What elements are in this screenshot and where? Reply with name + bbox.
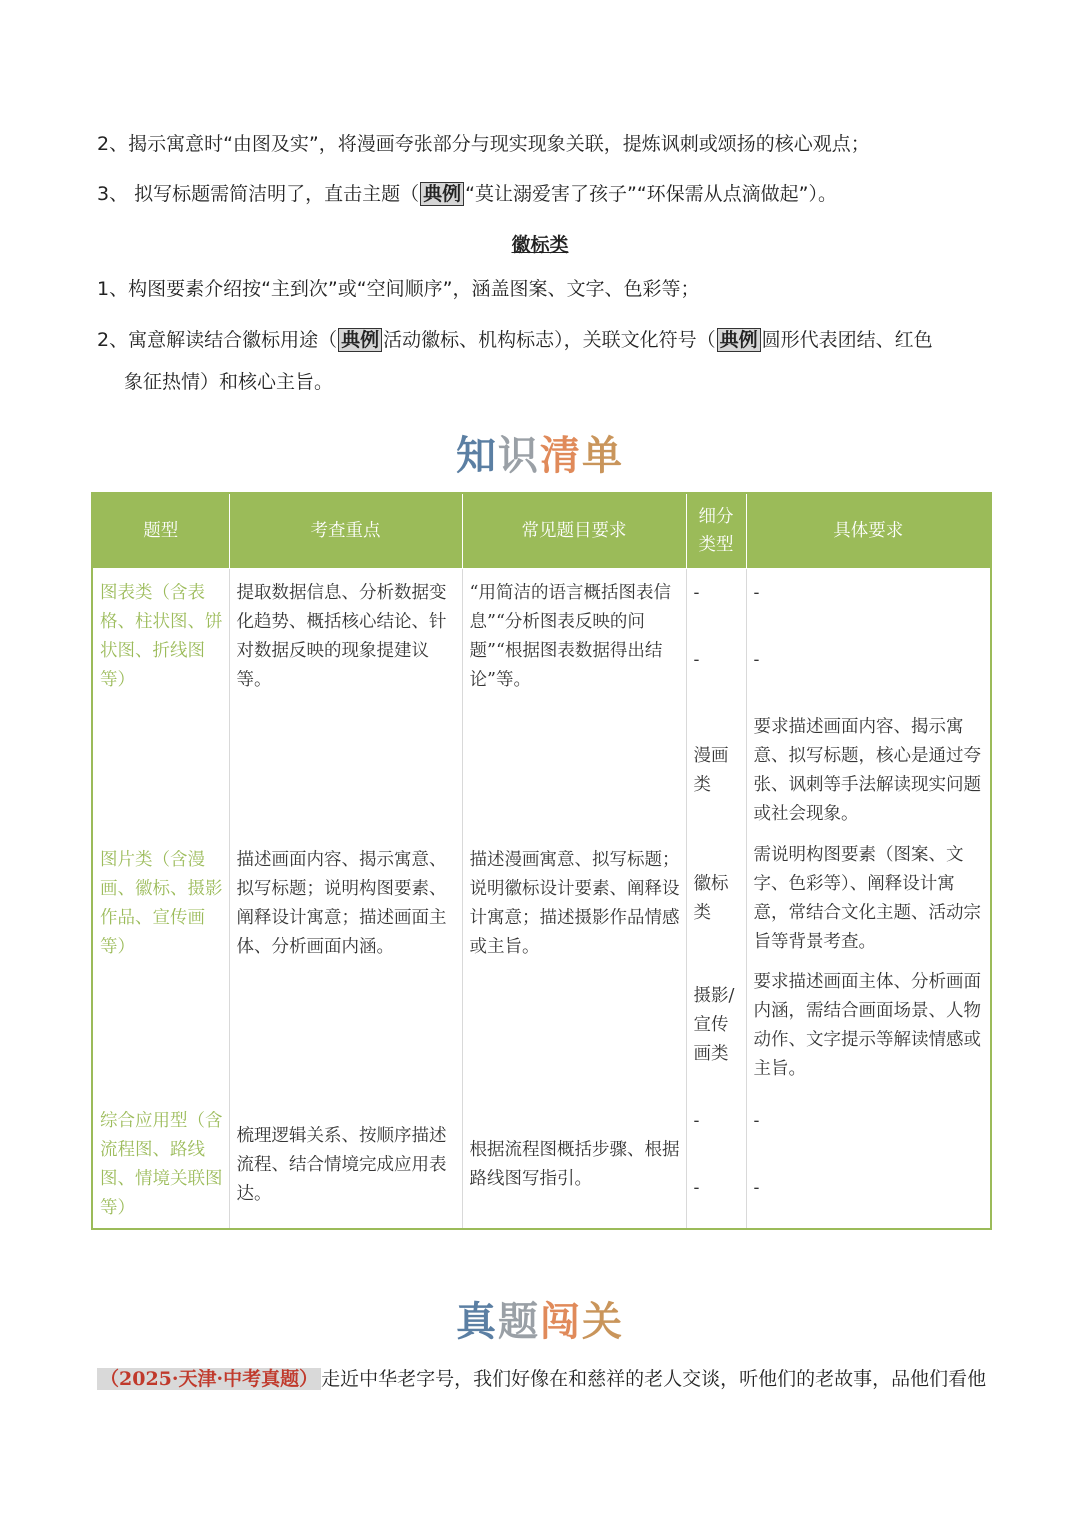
header-requirement: 常见题目要求	[462, 493, 686, 569]
exam-text: 走近中华老字号，我们好像在和慈祥的老人交谈，听他们的老故事，品他们看他	[321, 1368, 987, 1390]
row-requirement: 根据流程图概括步骤、根据路线图写指引。	[462, 1103, 686, 1229]
header-subtype: 细分类型	[686, 493, 746, 569]
subtype-dash: -	[693, 1177, 700, 1198]
row-detail-cell	[746, 1103, 991, 1229]
title-char: 清	[540, 433, 582, 479]
example-tag: 典例	[420, 182, 464, 206]
detail-photo: 要求描述画面主体、分析画面内涵，需结合画面场景、人物动作、文字提示等解读情感或主旨。	[753, 971, 981, 1079]
subtype-dash: -	[693, 650, 700, 670]
header-type: 题型	[92, 493, 229, 569]
row-focus: 提取数据信息、分析数据变化趋势、概括核心结论、针对数据反映的现象提建议等。	[229, 569, 462, 705]
subtype-dash: -	[693, 583, 700, 603]
emblem-line-2-b: 活动徽标、机构标志），关联文化符号（	[383, 329, 716, 351]
exam-question	[97, 1365, 986, 1393]
table-row	[92, 569, 991, 705]
detail-comic: 要求描述画面内容、揭示寓意、拟写标题，核心是通过夸张、讽刺等手法解读现实问题或社会现象。	[753, 716, 981, 824]
header-detail: 具体要求	[746, 493, 991, 569]
subtype-comic: 漫画类	[693, 745, 729, 795]
detail-dash: -	[753, 650, 760, 670]
title-char: 关	[582, 1299, 624, 1345]
title-char: 识	[498, 433, 540, 479]
title-char: 闯	[540, 1299, 582, 1345]
example-tag: 典例	[338, 328, 382, 352]
intro-line-3-pre: 3、 拟写标题需简洁明了，直击主题（	[97, 183, 420, 205]
emblem-line-2	[97, 326, 933, 354]
table-header-row	[92, 493, 991, 569]
title-char: 题	[498, 1299, 540, 1345]
row-subtype-cell	[686, 1103, 746, 1229]
row-requirement: “用简洁的语言概括图表信息”“分析图表反映的问题”“根据图表数据得出结论”等。	[462, 569, 686, 705]
emblem-line-2-a: 2、寓意解读结合徽标用途（	[97, 329, 338, 351]
row-subtype-cell	[686, 569, 746, 705]
intro-line-2: 2、揭示寓意时“由图及实”，将漫画夸张部分与现实现象关联，提炼讽刺或颂扬的核心观点；	[97, 133, 870, 155]
title-char: 真	[456, 1299, 498, 1345]
knowledge-list-title	[0, 424, 1080, 481]
exam-source: （2025·天津·中考真题）	[97, 1368, 321, 1390]
emblem-line-2-c: 圆形代表团结、红色	[761, 329, 933, 351]
exam-section-title	[0, 1290, 1080, 1347]
row-type: 图片类（含漫画、徽标、摄影作品、宣传画等）	[92, 705, 229, 1103]
row-subtype-cell	[686, 705, 746, 1103]
row-type: 综合应用型（含流程图、路线图、情境关联图等）	[92, 1103, 229, 1229]
row-requirement: 描述漫画寓意、拟写标题；说明徽标设计要素、阐释设计寓意；描述摄影作品情感或主旨。	[462, 705, 686, 1103]
intro-line-3-post: “莫让溺爱害了孩子”“环保需从点滴做起”）。	[465, 183, 838, 205]
example-tag: 典例	[717, 328, 761, 352]
subtype-photo: 摄影/宣传画类	[693, 986, 735, 1064]
emblem-heading: 徽标类	[511, 234, 569, 256]
detail-emblem: 需说明构图要素（图案、文字、色彩等）、阐释设计寓意，常结合文化主题、活动宗旨等背景考查。	[753, 844, 981, 952]
table-row	[92, 1103, 991, 1229]
subtype-emblem: 徽标类	[693, 873, 729, 923]
header-focus: 考查重点	[229, 493, 462, 569]
title-char: 单	[582, 433, 624, 479]
table-row	[92, 705, 991, 1103]
row-detail-cell	[746, 705, 991, 1103]
row-type: 图表类（含表格、柱状图、饼状图、折线图等）	[92, 569, 229, 705]
title-char: 知	[456, 433, 498, 479]
intro-line-3	[97, 180, 837, 208]
detail-dash: -	[753, 1110, 760, 1131]
subtype-dash: -	[693, 1110, 700, 1131]
detail-dash: -	[753, 583, 760, 603]
knowledge-table	[91, 492, 992, 1230]
row-focus: 梳理逻辑关系、按顺序描述流程、结合情境完成应用表达。	[229, 1103, 462, 1229]
row-focus: 描述画面内容、揭示寓意、拟写标题；说明构图要素、阐释设计寓意；描述画面主体、分析画面内涵。	[229, 705, 462, 1103]
emblem-line-2-cont: 象征热情）和核心主旨。	[124, 371, 334, 393]
row-detail-cell	[746, 569, 991, 705]
emblem-line-1: 1、构图要素介绍按“主到次”或“空间顺序”，涵盖图案、文字、色彩等；	[97, 278, 700, 300]
detail-dash: -	[753, 1177, 760, 1198]
